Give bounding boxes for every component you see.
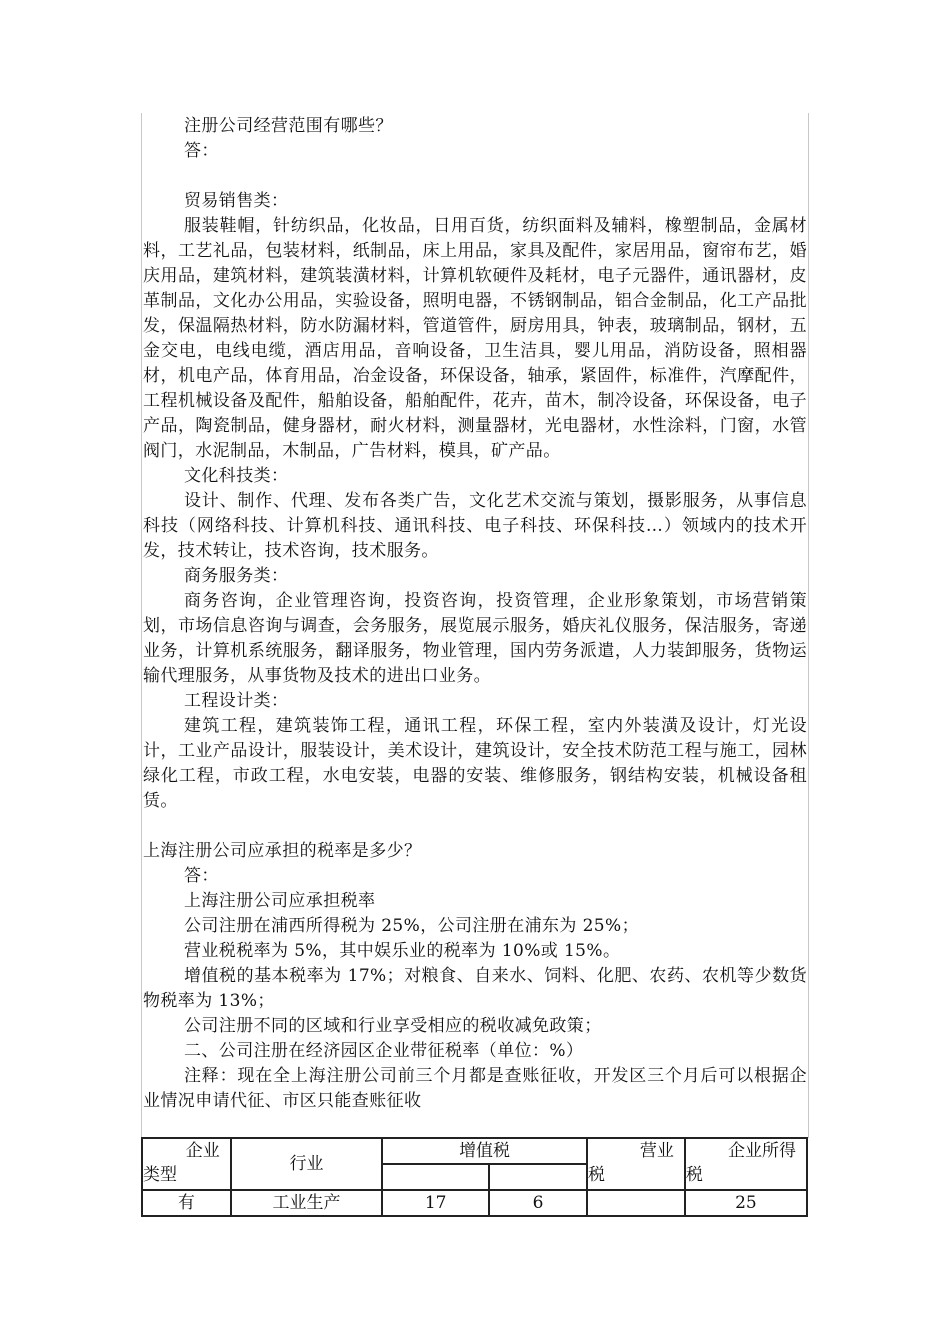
spacer xyxy=(143,814,807,839)
tax-line-business: 营业税税率为 5%，其中娱乐业的税率为 10%或 15%。 xyxy=(184,941,621,961)
header-business-line1: 营业 xyxy=(639,1141,674,1161)
tax-line-policy: 公司注册不同的区域和行业享受相应的税收减免政策； xyxy=(184,1016,602,1036)
question-business-scope: 注册公司经营范围有哪些？ xyxy=(184,116,393,136)
header-income-line1: 企业所得 xyxy=(728,1141,796,1161)
tax-note: 注释：现在全上海注册公司前三个月都是查账征收，开发区三个月后可以根据企业情况申请代征、市区只能查账征收 xyxy=(143,1066,807,1111)
cell-type: 有 xyxy=(142,1190,231,1216)
cell-vat-b: 6 xyxy=(489,1190,587,1216)
header-income-line2: 税 xyxy=(685,1165,703,1185)
header-industry: 行业 xyxy=(231,1138,382,1190)
header-type-line1: 企业 xyxy=(185,1141,220,1161)
cell-business-tax xyxy=(587,1190,685,1216)
cell-vat-a: 17 xyxy=(382,1190,489,1216)
question-tax-rate: 上海注册公司应承担的税率是多少？ xyxy=(143,841,422,861)
cell-income-tax: 25 xyxy=(685,1190,807,1216)
tax-line-vat: 增值税的基本税率为 17%；对粮食、自来水、饲料、化肥、农药、农机等少数货物税率为 13%； xyxy=(143,966,807,1011)
answer-label: 答： xyxy=(184,141,219,161)
header-enterprise-type xyxy=(142,1138,231,1190)
trade-paragraph: 服装鞋帽，针纺织品，化妆品，日用百货，纺织面料及辅料，橡塑制品，金属材料，工艺礼品，包装材料，纸制品，床上用品，家具及配件，家居用品，窗帘布艺，婚庆用品，建筑材料，建筑装潢材料，计算机软硬件及耗材，电子元器件，通讯器材，皮革制品，文化办公用品，实验设备，照明电器，不锈钢制品，铝合金制品，化工产品批发，保温隔热材料，防水防漏材料，管道管件，厨房用具，钟表，玻璃制品，钢材，五金交电，电线电缆，酒店用品，音响设备，卫生洁具，婴儿用品，消防设备，照相器材，机电产品，体育用品，冶金设备，环保设备，轴承，紧固件，标准件，汽摩配件，工程机械设备及配件，船舶设备，船舶配件，花卉，苗木，制冷设备，环保设备，电子产品，陶瓷制品，健身器材，耐火材料，测量器材，光电器材，水性涂料，门窗，水管阀门，水泥制品，木制品，广告材料，模具，矿产品。 xyxy=(143,216,807,461)
header-vat-sub-a xyxy=(382,1164,489,1190)
header-business-line2: 税 xyxy=(587,1165,605,1185)
tax-line-income: 公司注册在浦西所得税为 25%，公司注册在浦东为 25%； xyxy=(184,916,639,936)
document-body xyxy=(143,114,807,1114)
page-left-border xyxy=(141,113,142,1138)
header-vat: 增值税 xyxy=(382,1138,587,1164)
culture-paragraph: 设计、制作、代理、发布各类广告，文化艺术交流与策划，摄影服务，从事信息科技（网络科技、计算机科技、通讯科技、电子科技、环保科技…）领域内的技术开发，技术转让，技术咨询，技术服务。 xyxy=(143,491,807,561)
spacer xyxy=(143,164,807,189)
engineering-heading: 工程设计类： xyxy=(184,691,289,711)
business-heading: 商务服务类： xyxy=(184,566,289,586)
header-type-line2: 类型 xyxy=(143,1165,177,1185)
answer-label-2: 答： xyxy=(184,866,219,886)
cell-industry: 工业生产 xyxy=(231,1190,382,1216)
business-paragraph: 商务咨询，企业管理咨询，投资咨询，投资管理，企业形象策划，市场营销策划，市场信息咨询与调查，会务服务，展览展示服务，婚庆礼仪服务，保洁服务，寄递业务，计算机系统服务，翻译服务，物业管理，国内劳务派遣，人力装卸服务，货物运输代理服务，从事货物及技术的进出口业务。 xyxy=(143,591,807,686)
header-income-tax xyxy=(685,1138,807,1190)
page-right-border xyxy=(808,113,809,1138)
table-header-row xyxy=(142,1138,807,1164)
culture-heading: 文化科技类： xyxy=(184,466,289,486)
engineering-paragraph: 建筑工程，建筑装饰工程，通讯工程，环保工程，室内外装潢及设计，灯光设计，工业产品设计，服装设计，美术设计，建筑设计，安全技术防范工程与施工，园林绿化工程，市政工程，水电安装，电器的安装、维修服务，钢结构安装，机械设备租赁。 xyxy=(143,716,807,811)
header-vat-sub-b xyxy=(489,1164,587,1190)
tax-line-zone: 二、公司注册在经济园区企业带征税率（单位：%） xyxy=(184,1041,584,1061)
table-row xyxy=(142,1190,807,1216)
tax-rate-table xyxy=(141,1137,808,1217)
header-business-tax xyxy=(587,1138,685,1190)
tax-title: 上海注册公司应承担税率 xyxy=(184,891,376,911)
trade-heading: 贸易销售类： xyxy=(184,191,289,211)
